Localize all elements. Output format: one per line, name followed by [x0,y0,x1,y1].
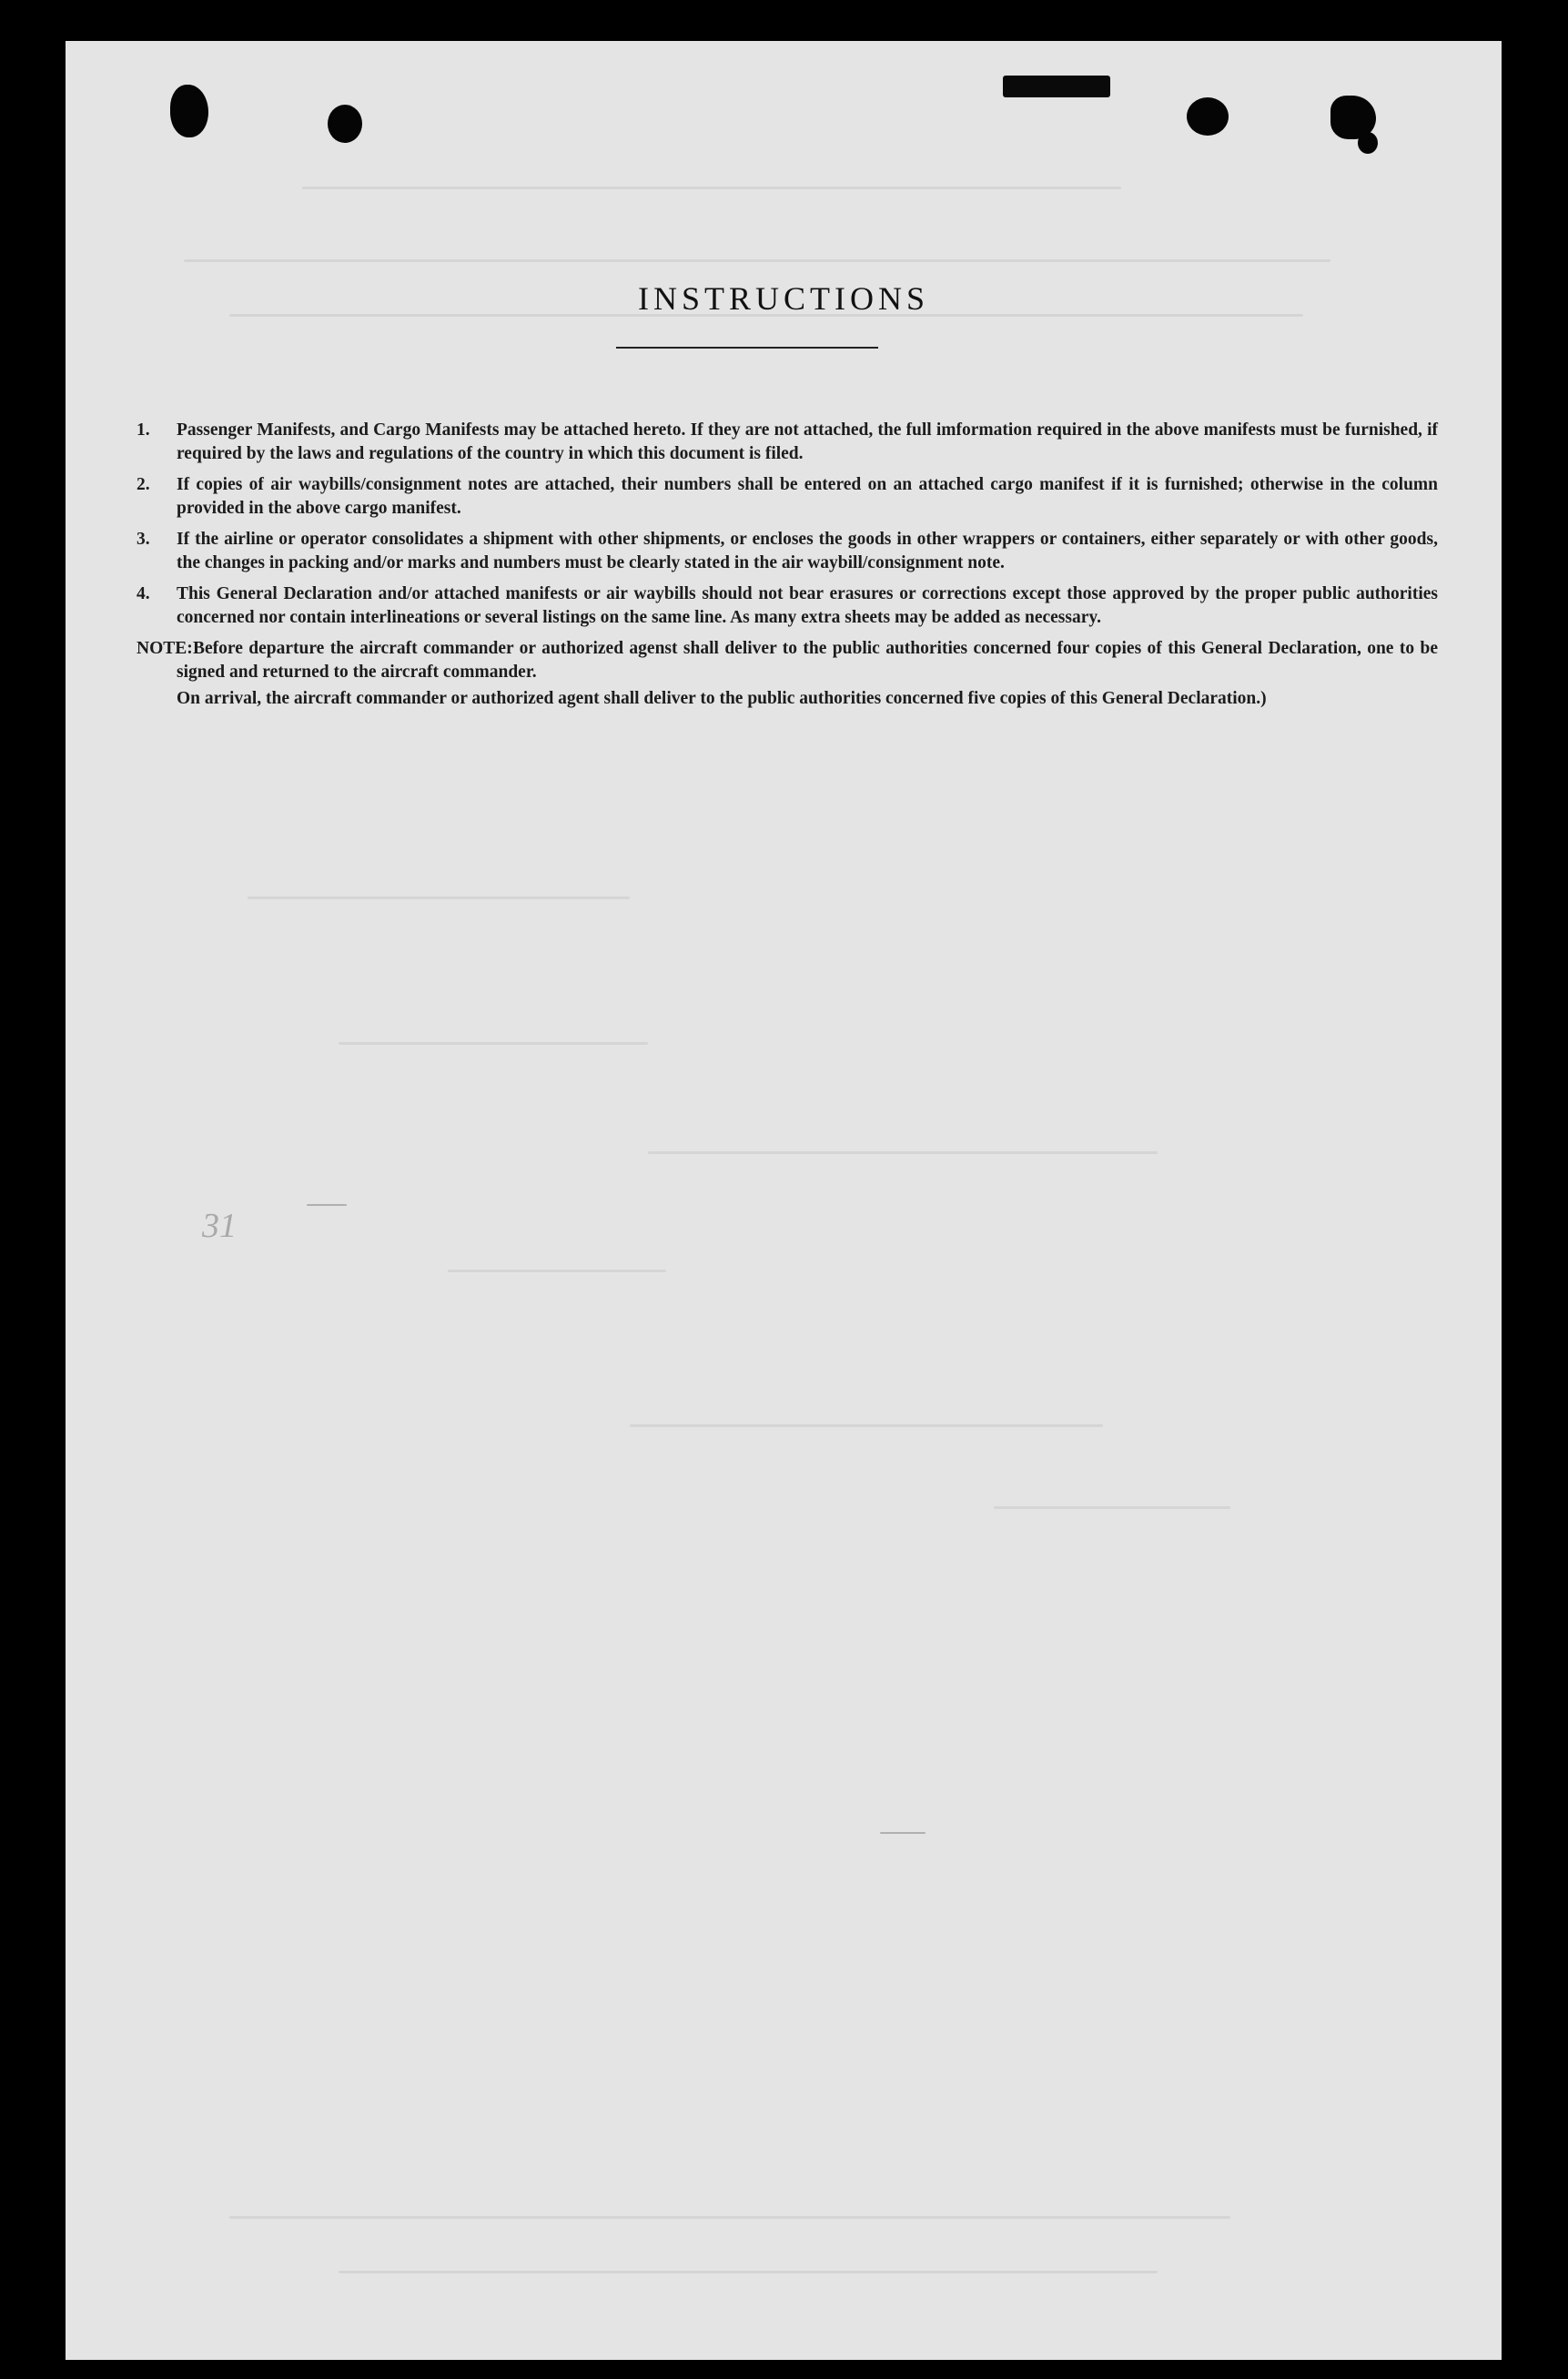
page-title: INSTRUCTIONS [637,280,929,317]
bleed-through-line [339,1042,648,1045]
instruction-item [137,419,1438,465]
item-text: If copies of air waybills/consignment notes are attached, their numbers shall be entered on an attached cargo manifest if it is furnished; otherwise in the column provided in the above cargo manifest. [177,475,1438,518]
instruction-item [137,473,1438,520]
bleed-through-line [648,1151,1158,1154]
item-number: 4. [137,584,150,603]
pencil-dash [880,1832,926,1834]
instructions-list [137,419,1438,711]
note-paragraph-2: On arrival, the aircraft commander or authorized agent shall deliver to the public authorities concerned five copies of this General Declaration.) [177,689,1267,708]
item-number: 3. [137,530,150,549]
note-block [137,637,1438,711]
bleed-through-line [184,259,1330,262]
instruction-item [137,582,1438,629]
bleed-through-line [229,2216,1230,2219]
item-text: If the airline or operator consolidates a shipment with other shipments, or encloses the goods in other wrappers or containers, either separately or with other goods, the changes in packing and/or marks and numbers must be clearly stated in the air waybill/consignment note. [177,530,1438,572]
note-paragraph-1: Before departure the aircraft commander or authorized agenst shall deliver to the public authorities concerned four copies of this General Declaration, one to be signed and returned to the aircraft commander. [177,639,1438,682]
bleed-through-line [630,1424,1103,1427]
item-text: This General Declaration and/or attached manifests or air waybills should not bear erasures or corrections except those approved by the proper public authorities concerned nor contain interlineations or several listings on the same line. As many extra sheets may be added as necessary. [177,584,1438,627]
punch-hole-left-1 [170,85,208,137]
instruction-item [137,528,1438,574]
title-underline [616,347,878,349]
item-text: Passenger Manifests, and Cargo Manifests may be attached hereto. If they are not attached, the full imformation required in the above manifests must be furnished, if required by the laws and regulations of the country in which this document is filed. [177,420,1438,463]
bleed-through-line [248,896,630,899]
punch-hole-right-3 [1358,132,1378,154]
stray-handwritten-mark: 31 [202,1207,237,1245]
bleed-through-line [448,1270,666,1272]
bleed-through-line [994,1506,1230,1509]
staple-mark-top [1003,76,1110,97]
note-label: NOTE: [137,639,193,658]
bleed-through-line [302,187,1121,189]
bleed-through-line [339,2271,1158,2273]
pencil-dash [307,1204,347,1206]
punch-hole-left-2 [328,105,362,143]
item-number: 2. [137,475,150,494]
punch-hole-right-1 [1187,97,1229,136]
document-page [66,41,1502,2360]
item-number: 1. [137,420,150,440]
